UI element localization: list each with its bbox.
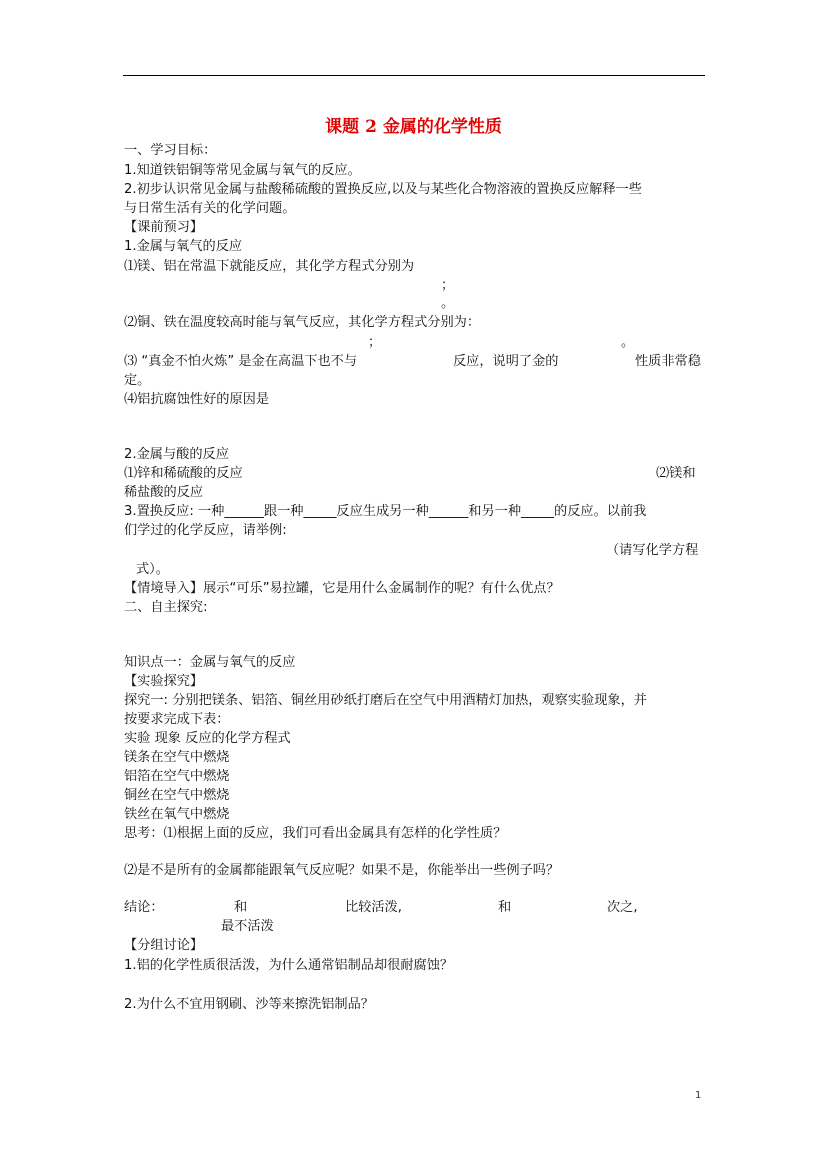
question-3-part-c: 性质非常稳 (635, 354, 701, 369)
table-header: 实验 现象 反应的化学方程式 (124, 731, 291, 746)
equation-hint-end: 式）。 (136, 562, 169, 577)
objective-2: 2.初步认识常见金属与盐酸稀硫酸的置换反应,以及与某些化合物溶液的置换反应解释一些 (124, 182, 642, 197)
conclusion-next: 次之, (607, 900, 638, 915)
acid-question-1: ⑴锌和稀硫酸的反应 (124, 466, 243, 481)
think-question-1: 思考：⑴根据上面的反应，我们可看出金属具有怎样的化学性质？ (124, 826, 507, 841)
scenario-intro: 【情境导入】展示“可乐”易拉罐，它是用什么金属制作的呢？有什么优点？ (124, 581, 560, 596)
conclusion-least: 最不活泼 (221, 919, 274, 934)
header-rule (123, 75, 705, 76)
acid-question-2: ⑵镁和 (656, 466, 696, 481)
objective-2-cont: 与日常生活有关的化学问题。 (124, 201, 296, 216)
conclusion-and: 和 (234, 900, 248, 915)
period-mark: 。 (621, 335, 635, 350)
table-row: 镁条在空气中燃烧 (124, 750, 230, 765)
experiment-description: 探究一: 分别把镁条、铝箔、铜丝用砂纸打磨后在空气中用酒精灯加热，观察实验现象，并 (124, 693, 647, 708)
acid-question-2-cont: 稀盐酸的反应 (124, 485, 204, 500)
displacement-definition: 3.置换反应: 一种______跟一种_____反应生成另一种______和另一种_____的反应。以前我 (124, 504, 647, 519)
question-1: ⑴镁、铝在常温下就能反应，其化学方程式分别为 (124, 259, 415, 274)
displacement-example: 们学过的化学反应，请举例: (124, 523, 287, 538)
conclusion-and: 和 (498, 900, 512, 915)
group-discussion-heading: 【分组讨论】 (124, 938, 204, 953)
metal-oxygen-heading: 1.金属与氧气的反应 (124, 239, 243, 254)
preview-heading: 【课前预习】 (124, 220, 204, 235)
semicolon-mark: ； (368, 335, 382, 350)
section-heading: 一、学习目标： (124, 143, 217, 158)
experiment-heading: 【实验探究】 (124, 674, 204, 689)
page-title: 课题 2 金属的化学性质 (325, 117, 502, 137)
question-2: ⑵铜、铁在温度较高时能与氧气反应，其化学方程式分别为： (124, 315, 481, 330)
discussion-question-1: 1.铝的化学性质很活泼，为什么通常铝制品却很耐腐蚀？ (124, 958, 454, 973)
question-3-cont: 定。 (124, 373, 151, 388)
table-row: 铜丝在空气中燃烧 (124, 788, 230, 803)
objective-1: 1.知道铁铝铜等常见金属与氧气的反应。 (124, 163, 361, 178)
metal-acid-heading: 2.金属与酸的反应 (124, 447, 229, 462)
experiment-description-cont: 按要求完成下表： (124, 712, 230, 727)
think-question-2: ⑵是不是所有的金属都能跟氧气反应呢？如果不是，你能举出一些例子吗？ (124, 863, 560, 878)
question-4: ⑷铝抗腐蚀性好的原因是 (124, 392, 270, 407)
table-row: 铝箔在空气中燃烧 (124, 769, 230, 784)
semicolon-mark: ； (441, 278, 455, 293)
table-row: 铁丝在氧气中燃烧 (124, 807, 230, 822)
question-3-part-a: ⑶ “真金不怕火炼” 是金在高温下也不与 (124, 354, 358, 369)
page-number: 1 (695, 1090, 702, 1101)
discussion-question-2: 2.为什么不宜用钢刷、沙等来擦洗铝制品？ (124, 997, 374, 1012)
conclusion-active: 比较活泼, (345, 900, 402, 915)
period-mark: 。 (441, 296, 455, 311)
equation-hint: （请写化学方程 (606, 543, 699, 558)
section-heading: 二、自主探究: (124, 600, 208, 615)
question-3-part-b: 反应，说明了金的 (453, 354, 559, 369)
knowledge-point-1: 知识点一：金属与氧气的反应 (124, 655, 296, 670)
conclusion-label: 结论： (124, 900, 164, 915)
